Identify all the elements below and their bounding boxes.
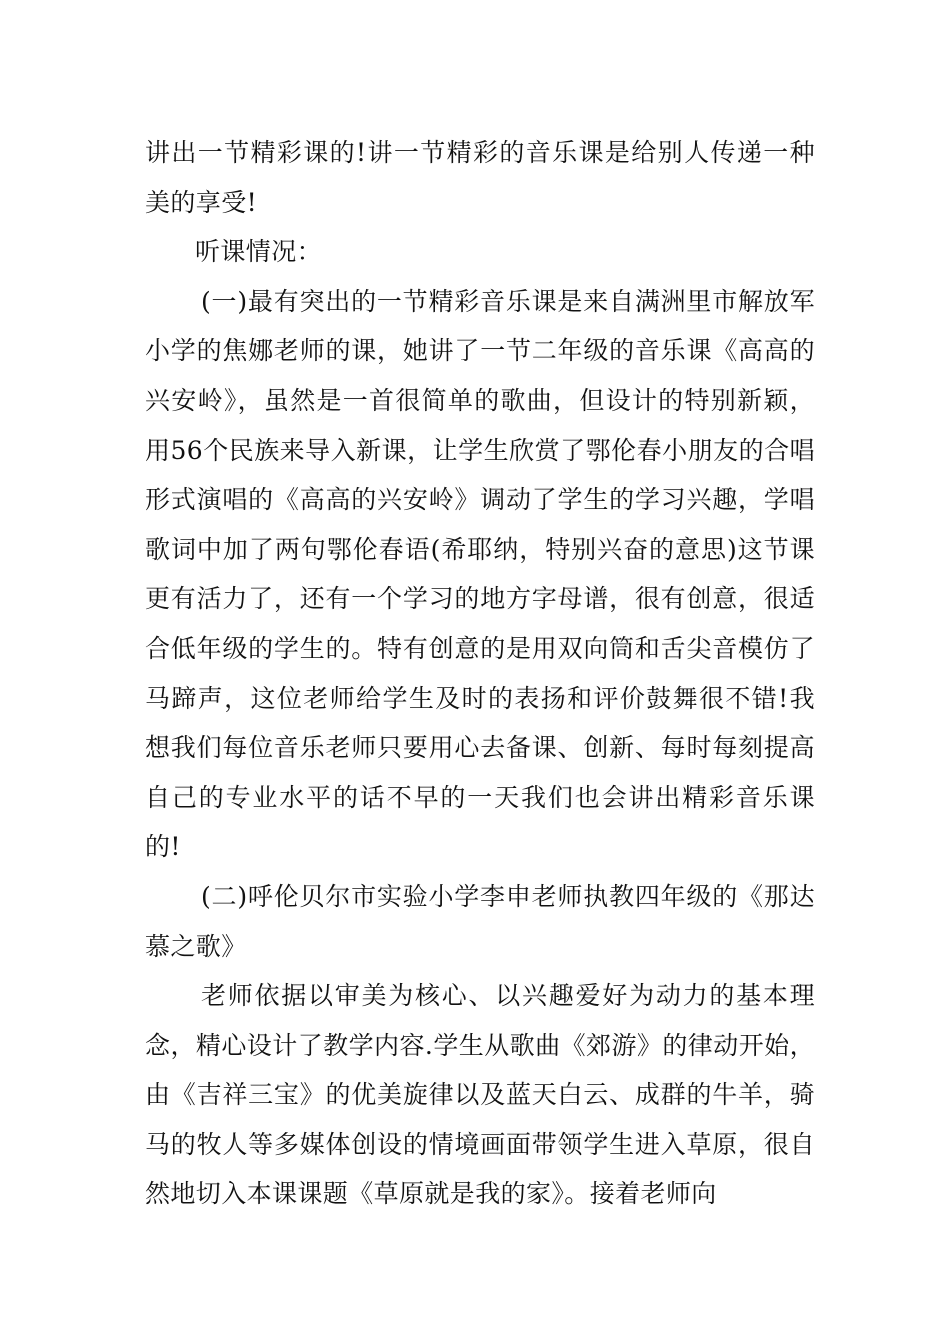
paragraph-lesson-two-heading: (二)呼伦贝尔市实验小学李申老师执教四年级的《那达慕之歌》 [145, 881, 815, 961]
paragraph-section-label: 听课情况： [195, 237, 323, 267]
paragraph-lesson-one: (一)最有突出的一节精彩音乐课是来自满洲里市解放军小学的焦娜老师的课，她讲了一节二年级的音乐课《高高的兴安岭》，虽然是一首很简单的歌曲，但设计的特别新颖，用56个民族来导入新课，让学生欣赏了鄂伦春小朋友的合唱形式演唱的《高高的兴安岭》调动了学生的学习兴趣，学唱歌词中加了两句鄂伦春语(希耶纳，特别兴奋的意思)这节课更有活力了，还有一个学习的地方字母谱，很有创意，很适合低年级的学生的。特有创意的是用双向筒和舌尖音模仿了马蹄声，这位老师给学生及时的表扬和评价鼓舞很不错!我想我们每位音乐老师只要用心去备课、创新、每时每刻提高自己的专业水平的话不早的一天我们也会讲出精彩音乐课的! [145, 286, 815, 862]
document-body [145, 128, 815, 1219]
paragraph-lesson-two-body: 老师依据以审美为核心、以兴趣爱好为动力的基本理念，精心设计了教学内容.学生从歌曲《郊游》的律动开始，由《吉祥三宝》的优美旋律以及蓝天白云、成群的牛羊，骑马的牧人等多媒体创设的情境画面带领学生进入草原，很自然地切入本课课题《草原就是我的家》。接着老师向 [145, 981, 815, 1209]
paragraph-continuation: 讲出一节精彩课的!讲一节精彩的音乐课是给别人传递一种美的享受! [145, 138, 815, 217]
